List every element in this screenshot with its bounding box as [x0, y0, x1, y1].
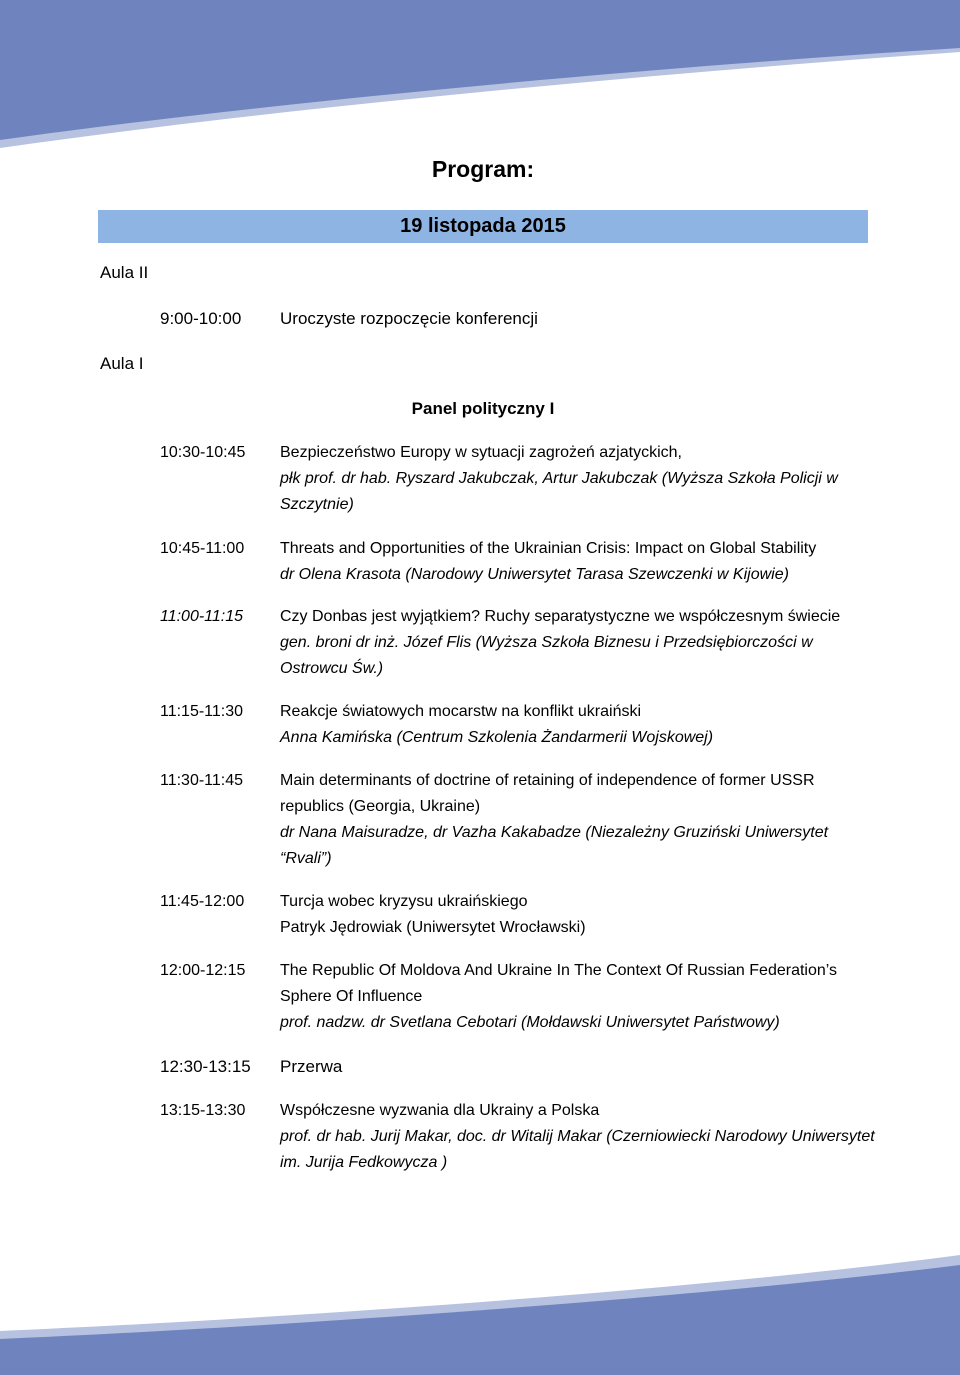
session-speakers: Patryk Jędrowiak (Uniwersytet Wrocławski) — [280, 919, 586, 936]
time-label: 11:30-11:45 — [160, 772, 244, 789]
time-label: 11:15-11:30 — [160, 703, 244, 720]
room-label-aula-1: Aula I — [100, 354, 144, 373]
session-speakers: gen. broni dr inż. Józef Flis (Wyższa Szkoła Biznesu i Przedsiębiorczości w Ostrowcu Św.) — [280, 634, 813, 677]
date-banner — [98, 210, 868, 243]
time-label: 11:45-12:00 — [160, 893, 245, 910]
session-title: The Republic Of Moldova And Ukraine In The Context Of Russian Federation’s Sphere Of Influence — [280, 962, 838, 1005]
session-title: Współczesne wyzwania dla Ukrainy a Polska — [280, 1102, 600, 1119]
footer-decoration — [0, 1255, 960, 1375]
session-content — [280, 1098, 880, 1176]
page-title: Program: — [431, 156, 535, 182]
session-speakers: prof. nadzw. dr Svetlana Cebotari (Mołdawski Uniwersytet Państwowy) — [280, 1014, 780, 1031]
session-title: Bezpieczeństwo Europy w sytuacji zagrożeń azjatyckich, — [280, 444, 682, 461]
session-content — [280, 889, 880, 941]
room-label-aula-2: Aula II — [100, 263, 149, 282]
panel-title: Panel polityczny I — [411, 399, 555, 418]
session-speakers: prof. dr hab. Jurij Makar, doc. dr Witalij Makar (Czerniowiecki Narodowy Uniwersytet im. Jurija Fedkowycza ) — [280, 1128, 875, 1171]
session-content — [280, 958, 880, 1036]
session-content — [280, 536, 880, 588]
date-text: 19 listopada 2015 — [400, 215, 566, 237]
session-title: Threats and Opportunities of the Ukrainian Crisis: Impact on Global Stability — [280, 540, 817, 557]
session-title: Uroczyste rozpoczęcie konferencji — [280, 309, 538, 328]
time-label: 12:30-13:15 — [160, 1057, 251, 1076]
session-speakers: dr Olena Krasota (Narodowy Uniwersytet Tarasa Szewczenki w Kijowie) — [280, 566, 789, 583]
session-content — [280, 699, 880, 751]
session-title: Przerwa — [280, 1057, 343, 1076]
session-title: Czy Donbas jest wyjątkiem? Ruchy separatystyczne we współczesnym świecie — [280, 608, 841, 625]
time-label: 13:15-13:30 — [160, 1102, 246, 1119]
time-label: 10:30-10:45 — [160, 444, 246, 461]
session-speakers: płk prof. dr hab. Ryszard Jakubczak, Artur Jakubczak (Wyższa Szkoła Policji w Szczytnie) — [280, 470, 838, 513]
session-speakers: Anna Kamińska (Centrum Szkolenia Żandarmerii Wojskowej) — [280, 729, 714, 746]
session-title: Turcja wobec kryzysu ukraińskiego — [280, 893, 528, 910]
session-content — [280, 768, 880, 872]
header-decoration — [0, 0, 960, 150]
session-content — [280, 440, 880, 518]
session-speakers: dr Nana Maisuradze, dr Vazha Kakabadze (Niezależny Gruziński Uniwersytet “Rvali”) — [280, 824, 829, 867]
time-label: 10:45-11:00 — [160, 540, 245, 557]
session-title: Reakcje światowych mocarstw na konflikt ukraiński — [280, 703, 642, 720]
time-label: 9:00-10:00 — [160, 309, 242, 328]
session-title: Main determinants of doctrine of retaining of independence of former USSR republics (Georgia, Ukraine) — [280, 772, 815, 815]
time-label: 11:00-11:15 — [160, 608, 244, 625]
time-label: 12:00-12:15 — [160, 962, 246, 979]
session-content — [280, 604, 880, 682]
